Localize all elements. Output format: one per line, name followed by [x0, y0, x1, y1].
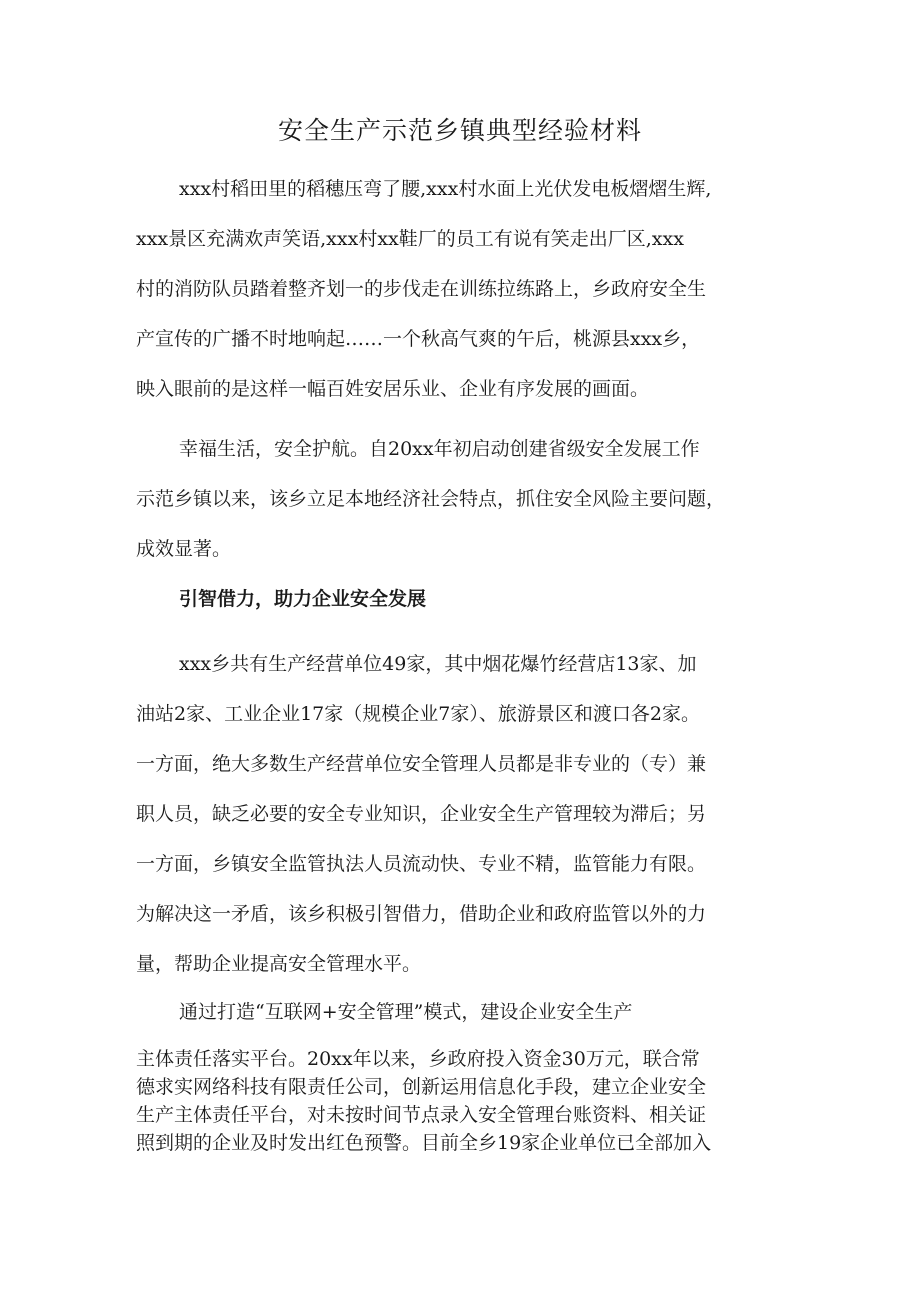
paragraph-line: 油站2家、工业企业17家（规模企业7家）、旅游景区和渡口各2家。 — [136, 703, 700, 725]
paragraph-line: 村的消防队员踏着整齐划一的步伐走在训练拉练路上，乡政府安全生 — [136, 278, 707, 300]
paragraph-line: xxx乡共有生产经营单位49家，其中烟花爆竹经营店13家、加 — [179, 653, 697, 675]
paragraph-enterprises — [136, 639, 792, 989]
paragraph-line: 示范乡镇以来，该乡立足本地经济社会特点，抓住安全风险主要问题， — [136, 488, 726, 510]
paragraph-line: 为解决这一矛盾，该乡积极引智借力，借助企业和政府监管以外的力 — [136, 903, 707, 925]
document-title: 安全生产示范乡镇典型经验材料 — [277, 116, 642, 145]
paragraph-line: 映入眼前的是这样一幅百姓安居乐业、企业有序发展的画面。 — [136, 378, 650, 400]
paragraph-line: 生产主体责任平台，对未按时间节点录入安全管理台账资料、相关证 — [136, 1104, 707, 1126]
paragraph-line: xxx村稻田里的稻穗压弯了腰,xxx村水面上光伏发电板熠熠生辉, — [179, 178, 712, 200]
paragraph-line: xxx景区充满欢声笑语,xxx村xx鞋厂的员工有说有笑走出厂区,xxx — [136, 228, 684, 250]
paragraph-line: 照到期的企业及时发出红色预警。目前全乡19家企业单位已全部加入 — [136, 1132, 712, 1154]
paragraph-platform — [136, 1045, 792, 1157]
paragraph-line: 成效显著。 — [136, 538, 232, 560]
paragraph-intro — [136, 164, 792, 414]
section-heading: 引智借力，助力企业安全发展 — [179, 588, 427, 610]
paragraph-line: 幸福生活，安全护航。自20xx年初启动创建省级安全发展工作 — [179, 438, 700, 460]
paragraph-line: 一方面，乡镇安全监管执法人员流动快、专业不精，监管能力有限。 — [136, 853, 707, 875]
paragraph-summary — [136, 424, 792, 574]
paragraph-line: 产宣传的广播不时地响起……一个秋高气爽的午后，桃源县xxx乡， — [136, 328, 701, 350]
paragraph-line: 一方面，绝大多数生产经营单位安全管理人员都是非专业的（专）兼 — [136, 753, 707, 775]
paragraph-line: 量，帮助企业提高安全管理水平。 — [136, 953, 422, 975]
paragraph-line: 主体责任落实平台。20xx年以来，乡政府投入资金30万元，联合常 — [136, 1048, 700, 1070]
paragraph-line: 职人员，缺乏必要的安全专业知识，企业安全生产管理较为滞后；另 — [136, 803, 707, 825]
paragraph-platform-first-line: 通过打造“互联网+安全管理”模式，建设企业安全生产 — [179, 1001, 633, 1023]
paragraph-line: 德求实网络科技有限责任公司，创新运用信息化手段，建立企业安全 — [136, 1076, 707, 1098]
